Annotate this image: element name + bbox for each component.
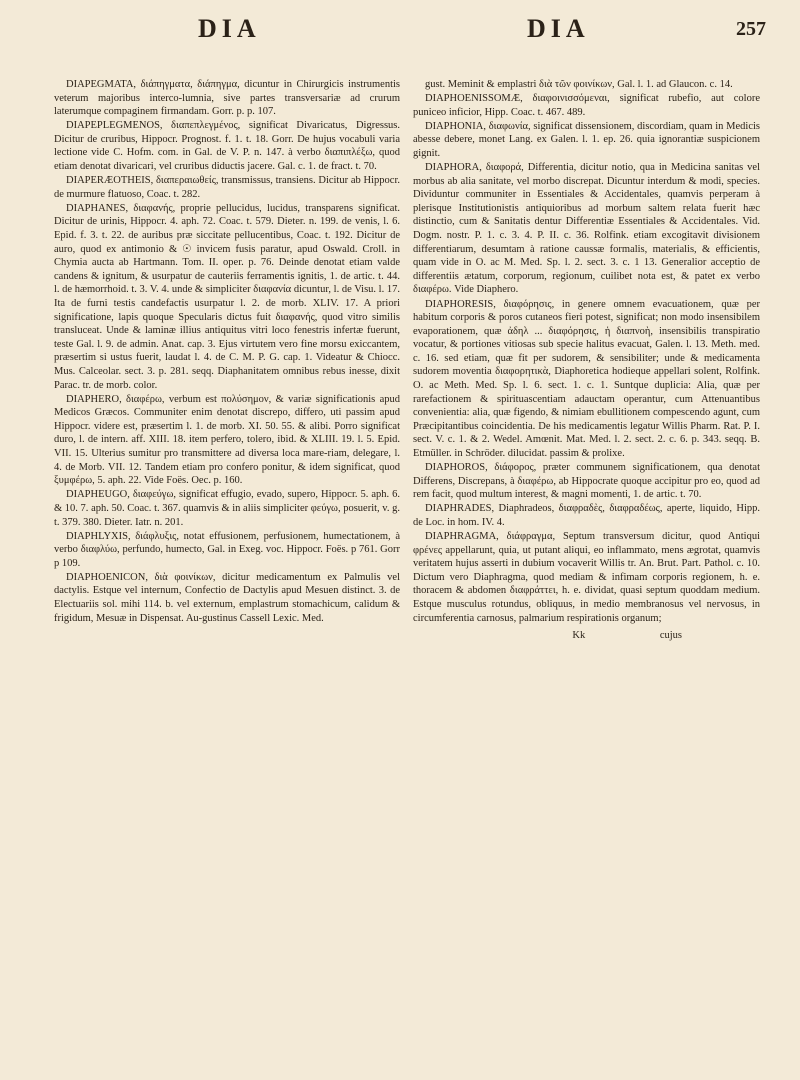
entry-diaphoresis: DIAPHORESIS, διαφόρησις, in genere omnem evacuationem, quæ per habitum corporis & poros cutaneos fieri potest, significat; non modo insensibilem evaporationem, quæ ἀδηλ ... διαφόρησις, ἡ διαπνοὴ, insensibilis transpiratio vocatur, & portiones vitiosas sub specie halitus evacuat, Galen. l. 13. Meth. med. c. 16. sed etiam, quæ fit per sudorem, & sensibiliter; unde & medicamenta sudorem moventia διαφορητικὰ, Diaphoretica hodieque appellari solent, Rolfink. O. ac Meth. Med. Sp. l. 6. sect. 1. c. 1. Suntque duplicia: Alia, quæ per rarefactionem & spirituascentiam adauctam operantur, cum Attenuantibus convenientia: alia, quæ figendo, & nimiam ebullitionem compescendo agunt, cum Præcipitantibus coincidentia. De his medicamentis legatur Willis Pharm. Rat. P. I. sect. V. c. 1. & 2. Wedel. Amœnit. Mat. Med. l. 2. sect. 2. c. 6. p. 343. seqq. B. Etmüller. in Schröder. dilucidat. passim & prolixe. bbox=[413, 298, 760, 460]
entry-diaphora: DIAPHORA, διαφορά, Differentia, dicitur notio, qua in Medicina sanitas vel morbus ab alia sanitate, vel morbo discrepat. Dicuntur interdum & modi, species. Dividuntur communiter in Essentiales & Accidentales, quamvis perperam à plerisque Institutionistis antiquioribus ad morbum saltem relata fuerit hæc distinctio, cum & Sanitatis dentur Differentiæ Essentiales & Accidentales. Vid. Dogm. nostr. P. 1. c. 3. 4. P. II. c. 36. Rolfink. etiam excogitavit divisionem differentiarum, desumtam à ratione caussæ formalis, materialis, & efficientis, quam vide in O. ac M. Med. Sp. l. 2. sect. 3. c. 1 13. Generalior acceptio de differentiis ætatum, corporum, regionum, cuilibet nota est, & patet ex verbo διαφέρω. Vide Diaphero. bbox=[413, 162, 760, 296]
entry-diaphoenissomae: DIAPHOENISSOMÆ, διαφοινισσόμεναι, significat rubefio, aut colore puniceo inficior, Hipp. Coac. t. 467. 489. bbox=[413, 93, 760, 118]
header-left: DIA bbox=[198, 14, 261, 43]
running-header bbox=[0, 0, 800, 60]
signature-mark: Kk bbox=[572, 630, 586, 642]
entry-diaphonia: DIAPHONIA, διαφωνία, significat dissensionem, discordiam, quam in Medicis abesse debere, monet Lang. ex Galen. l. 1. ep. 26. quia ignorantiæ suspicionem gignit. bbox=[413, 120, 760, 159]
entry-diapegmata: DIAPEGMATA, διάπηγματα, διάπηγμα, dicuntur in Chirurgicis instrumentis veterum majoribus interco-lumnia, sive partes transversariæ ad crurum laterumque compaginem firmandam. Gorr. p. p. 107. bbox=[54, 79, 400, 118]
entry-diaphragma: DIAPHRAGMA, διάφραγμα, Septum transversum dicitur, quod Antiqui φρένες appellarunt, quia, ut putant aliqui, eo inflammato, mens ægrotat, quamvis veritatem hujus asserti in dubium vocaverit Willis tr. An. Brut. Part. Pathol. c. 10. Dictum vero Diaphragma, quod mediam & infimam corporis regionem, h. e. thoracem & abdomen διαφράττει, h. e. dividat, quasi septum quoddam medium. Estque musculus rotundus, obliquus, in medio membranosus vel nervosus, in circumferentia carnosus, palmarium respirationis organum; bbox=[413, 531, 760, 624]
entry-diaperaeotheis: DIAPERÆOTHEIS, διαπεραιωθείς, transmissus, transiens. Dicitur ab Hippocr. de murmure flatuoso, Coac. t. 282. bbox=[54, 175, 400, 200]
entry-diaphoenicon: DIAPHOENICON, διὰ φοινίκων, dicitur medicamentum ex Palmulis vel dactylis. Estque vel internum, Confectio de Dactylis apud Mesuen distinct. 3. de Electuariis sol. mihi 114. b. vel externum, emplastrum stomachicum, calidum & frigidum, Mesuæ in Dispensat. Au-gustinus Cassell Lexic. Med. bbox=[54, 571, 400, 624]
entry-diapheugo: DIAPHEUGO, διαφεύγω, significat effugio, evado, supero, Hippocr. 5. aph. 6. & 10. 7. aph. 50. Coac. t. 367. quamvis & in aliis simpliciter φεύγω, posuerit, v. g. t. 379. 380. Dieter. Iatr. n. 201. bbox=[54, 489, 400, 528]
entry-diaphero: DIAPHERO, διαφέρω, verbum est πολύσημον, & variæ significationis apud Medicos Græcos. Communiter enim denotat discrepo, differo, uti passim apud Hippocr. videre est, præsertim l. 1. de morb. XI. 50. 55. & alibi. Porro significat duro, l. de intern. aff. XIII. 18. item perfero, tolero, ibid. & XLIII. 19. l. 5. Epid. VII. 15. Ulterius sumitur pro transmittere ad diversa loca mare-riam, delegare, l. 4. de Morb. VII. 12. Tandem etiam pro confero ponitur, & idem significat, quod ξυμφέρω, 5. aph. 22. Vide Foës. Oec. p. 160. bbox=[54, 393, 400, 487]
header-right: DIA bbox=[527, 14, 590, 43]
page-footer bbox=[413, 629, 760, 643]
entry-diaphrades: DIAPHRADES, Diaphradeos, διαφραδὲς, διαφραδέως, aperte, liquido, Hipp. de Loc. in hom. IV. 4. bbox=[413, 503, 760, 528]
entry-diaphoros: DIAPHOROS, διάφορος, præter communem significationem, qua denotat Differens, Discrepans, à διαφέρω, ab Hippocrate quoque accipitur pro eo, quod ad rem facit, quod multum interest, & magni momenti, 1. de artic. t. 70. bbox=[413, 462, 760, 501]
entry-diaphlyxis: DIAPHLYXIS, διάφλυξις, notat effusionem, perfusionem, humectationem, à verbo διαφλύω, perfundo, humecto, Gal. in Exeg. voc. Hippocr. Foës. p 761. Gorr p 109. bbox=[54, 530, 400, 569]
left-column bbox=[54, 78, 400, 1078]
entry-continuation: gust. Meminit & emplastri διὰ τῶν φοινίκων, Gal. l. 1. ad Glaucon. c. 14. bbox=[425, 79, 733, 90]
right-column bbox=[413, 78, 760, 1078]
catchword: cujus bbox=[659, 630, 682, 642]
entry-diapeplegmenos: DIAPEPLEGMENOS, διαπεπλεγμένος, significat Divaricatus, Digressus. Dicitur de cruribus, Hippocr. Prognost. f. 1. t. 18. Gorr. De hujus vocabuli varia lectione vide C. Hofm. com. in Gal. de V. P. n. 147. à verbo διαπιπλέξω, quod etiam denotat divaricari, vel cruribus diductis jacere. Gal. c. 1. de fract. t. 70. bbox=[54, 120, 400, 173]
entry-diaphanes: DIAPHANES, διαφανής, proprie pellucidus, lucidus, transparens significat. Dicitur de urinis, Hippocr. 4. aph. 72. Coac. t. 579. Dieter. n. 199. de venis, l. 6. Epid. f. 3. t. 22. de auribus præ siccitate pellucentibus, Coac. t. 192. Dicitur de auro, quod ex antimonio & ☉ invicem fusis paratur, apud Oswald. Croll. in Chymia aucta ab Hartmann. Tom. II. oper. p. 76. Deinde denotat etiam valde candens & ignitum, & usurpatur de cauteriis ferramentis ignitis, 1. de artic. t. 44. l. de hæmorrhoid. t. 3. V. 4. unde & simpliciter διαφανία dicuntur, l. de Visu. l. 17. Ita de furni testis candefactis usurpatur l. 2. de morb. XLIV. 17. A priori significatione, lapis quoque Specularis dictus fuit διαφανής, quod vitro similis transluceat. Unde & laminæ illius antiquitus vitri loco fenestris infertæ fuerunt, teste Gal. l. 9. de admin. Anat. cap. 3. Ejus virtutem vero fine morsu exiccantem, præsertim si ustus fuerit, laudat l. 4. de C. M. P. G. cap. 1. Videatur & Chiocc. Mus. Calceolar. sect. 3. p. 281. seqq. Diaphanitatem omnibus rebus inesse, dixit Parac. tr. de morb. color. bbox=[54, 202, 400, 391]
page-number: 257 bbox=[736, 18, 766, 40]
